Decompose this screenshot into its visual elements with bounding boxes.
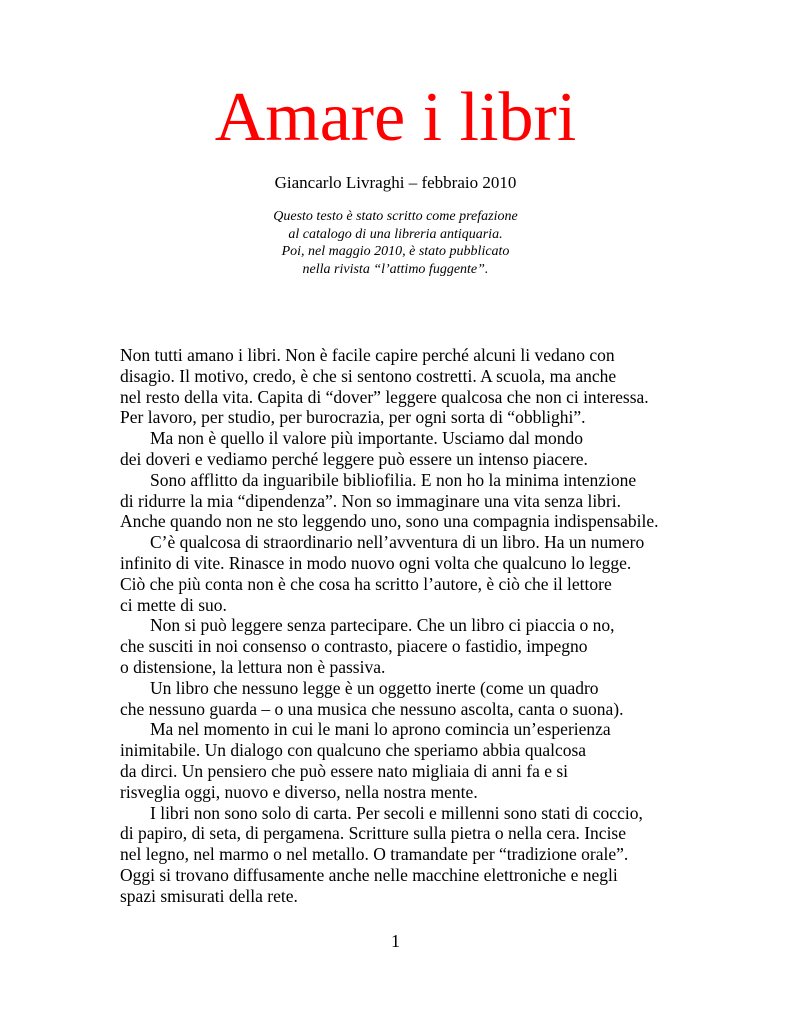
body-line: spazi smisurati della rete. bbox=[120, 885, 298, 906]
body-line: Non si può leggere senza partecipare. Che un libro ci piaccia o no, bbox=[150, 615, 615, 636]
body-line: Sono afflitto da inguaribile bibliofilia. E non ho la minima intenzione bbox=[150, 469, 637, 490]
note-line: al catalogo di una libreria antiquaria. bbox=[288, 226, 503, 242]
body-line: di ridurre la mia “dipendenza”. Non so immaginare una vita senza libri. bbox=[120, 490, 621, 511]
body-line: Un libro che nessuno legge è un oggetto inerte (come un quadro bbox=[150, 677, 599, 698]
body-line: ci mette di suo. bbox=[120, 594, 227, 615]
body-line: Anche quando non ne sto leggendo uno, sono una compagnia indispensabile. bbox=[120, 511, 659, 532]
body-line: di papiro, di seta, di pergamena. Scritture sulla pietra o nella cera. Incise bbox=[120, 823, 627, 844]
body-line: Ma nel momento in cui le mani lo aprono comincia un’esperienza bbox=[150, 719, 611, 740]
body-line: nel legno, nel marmo o nel metallo. O tramandate per “tradizione orale”. bbox=[120, 844, 629, 865]
document-title: Amare i libri bbox=[214, 79, 577, 156]
body-line: che susciti in noi consenso o contrasto, piacere o fastidio, impegno bbox=[120, 636, 588, 657]
note-line: Questo testo è stato scritto come prefazione bbox=[273, 209, 518, 224]
body-line: nel resto della vita. Capita di “dover” leggere qualcosa che non ci interessa. bbox=[120, 386, 649, 407]
body-line: Ma non è quello il valore più importante. Usciamo dal mondo bbox=[150, 428, 584, 449]
page-number: 1 bbox=[391, 931, 400, 951]
body-line: disagio. Il motivo, credo, è che si sentono costretti. A scuola, ma anche bbox=[120, 365, 617, 386]
body-line: dei doveri e vediamo perché leggere può essere un intenso piacere. bbox=[120, 448, 588, 469]
body-line: Oggi si trovano diffusamente anche nelle macchine elettroniche e negli bbox=[120, 864, 618, 885]
note-line: nella rivista “l’attimo fuggente”. bbox=[302, 261, 489, 277]
body-line: infinito di vite. Rinasce in modo nuovo ogni volta che qualcuno lo legge. bbox=[120, 552, 632, 573]
body-line: I libri non sono solo di carta. Per secoli e millenni sono stati di coccio, bbox=[150, 802, 643, 823]
body-line: Non tutti amano i libri. Non è facile capire perché alcuni li vedano con bbox=[120, 345, 615, 365]
body-line: che nessuno guarda – o una musica che nessuno ascolta, canta o suona). bbox=[120, 698, 624, 719]
body-line: o distensione, la lettura non è passiva. bbox=[120, 656, 386, 677]
body-line: Ciò che più conta non è che cosa ha scritto l’autore, è ciò che il lettore bbox=[120, 573, 612, 594]
body-line: Per lavoro, per studio, per burocrazia, per ogni sorta di “obblighi”. bbox=[120, 407, 586, 428]
body-text bbox=[120, 345, 720, 907]
body-line: inimitabile. Un dialogo con qualcuno che speriamo abbia qualcosa bbox=[120, 740, 587, 761]
note-line: Poi, nel maggio 2010, è stato pubblicato bbox=[281, 244, 510, 259]
body-line: da dirci. Un pensiero che può essere nato migliaia di anni fa e si bbox=[120, 760, 569, 781]
body-line: risveglia oggi, nuovo e diverso, nella nostra mente. bbox=[120, 781, 478, 802]
byline: Giancarlo Livraghi – febbraio 2010 bbox=[274, 173, 517, 192]
body-line: C’è qualcosa di straordinario nell’avventura di un libro. Ha un numero bbox=[150, 532, 645, 553]
preface-note bbox=[0, 208, 791, 278]
